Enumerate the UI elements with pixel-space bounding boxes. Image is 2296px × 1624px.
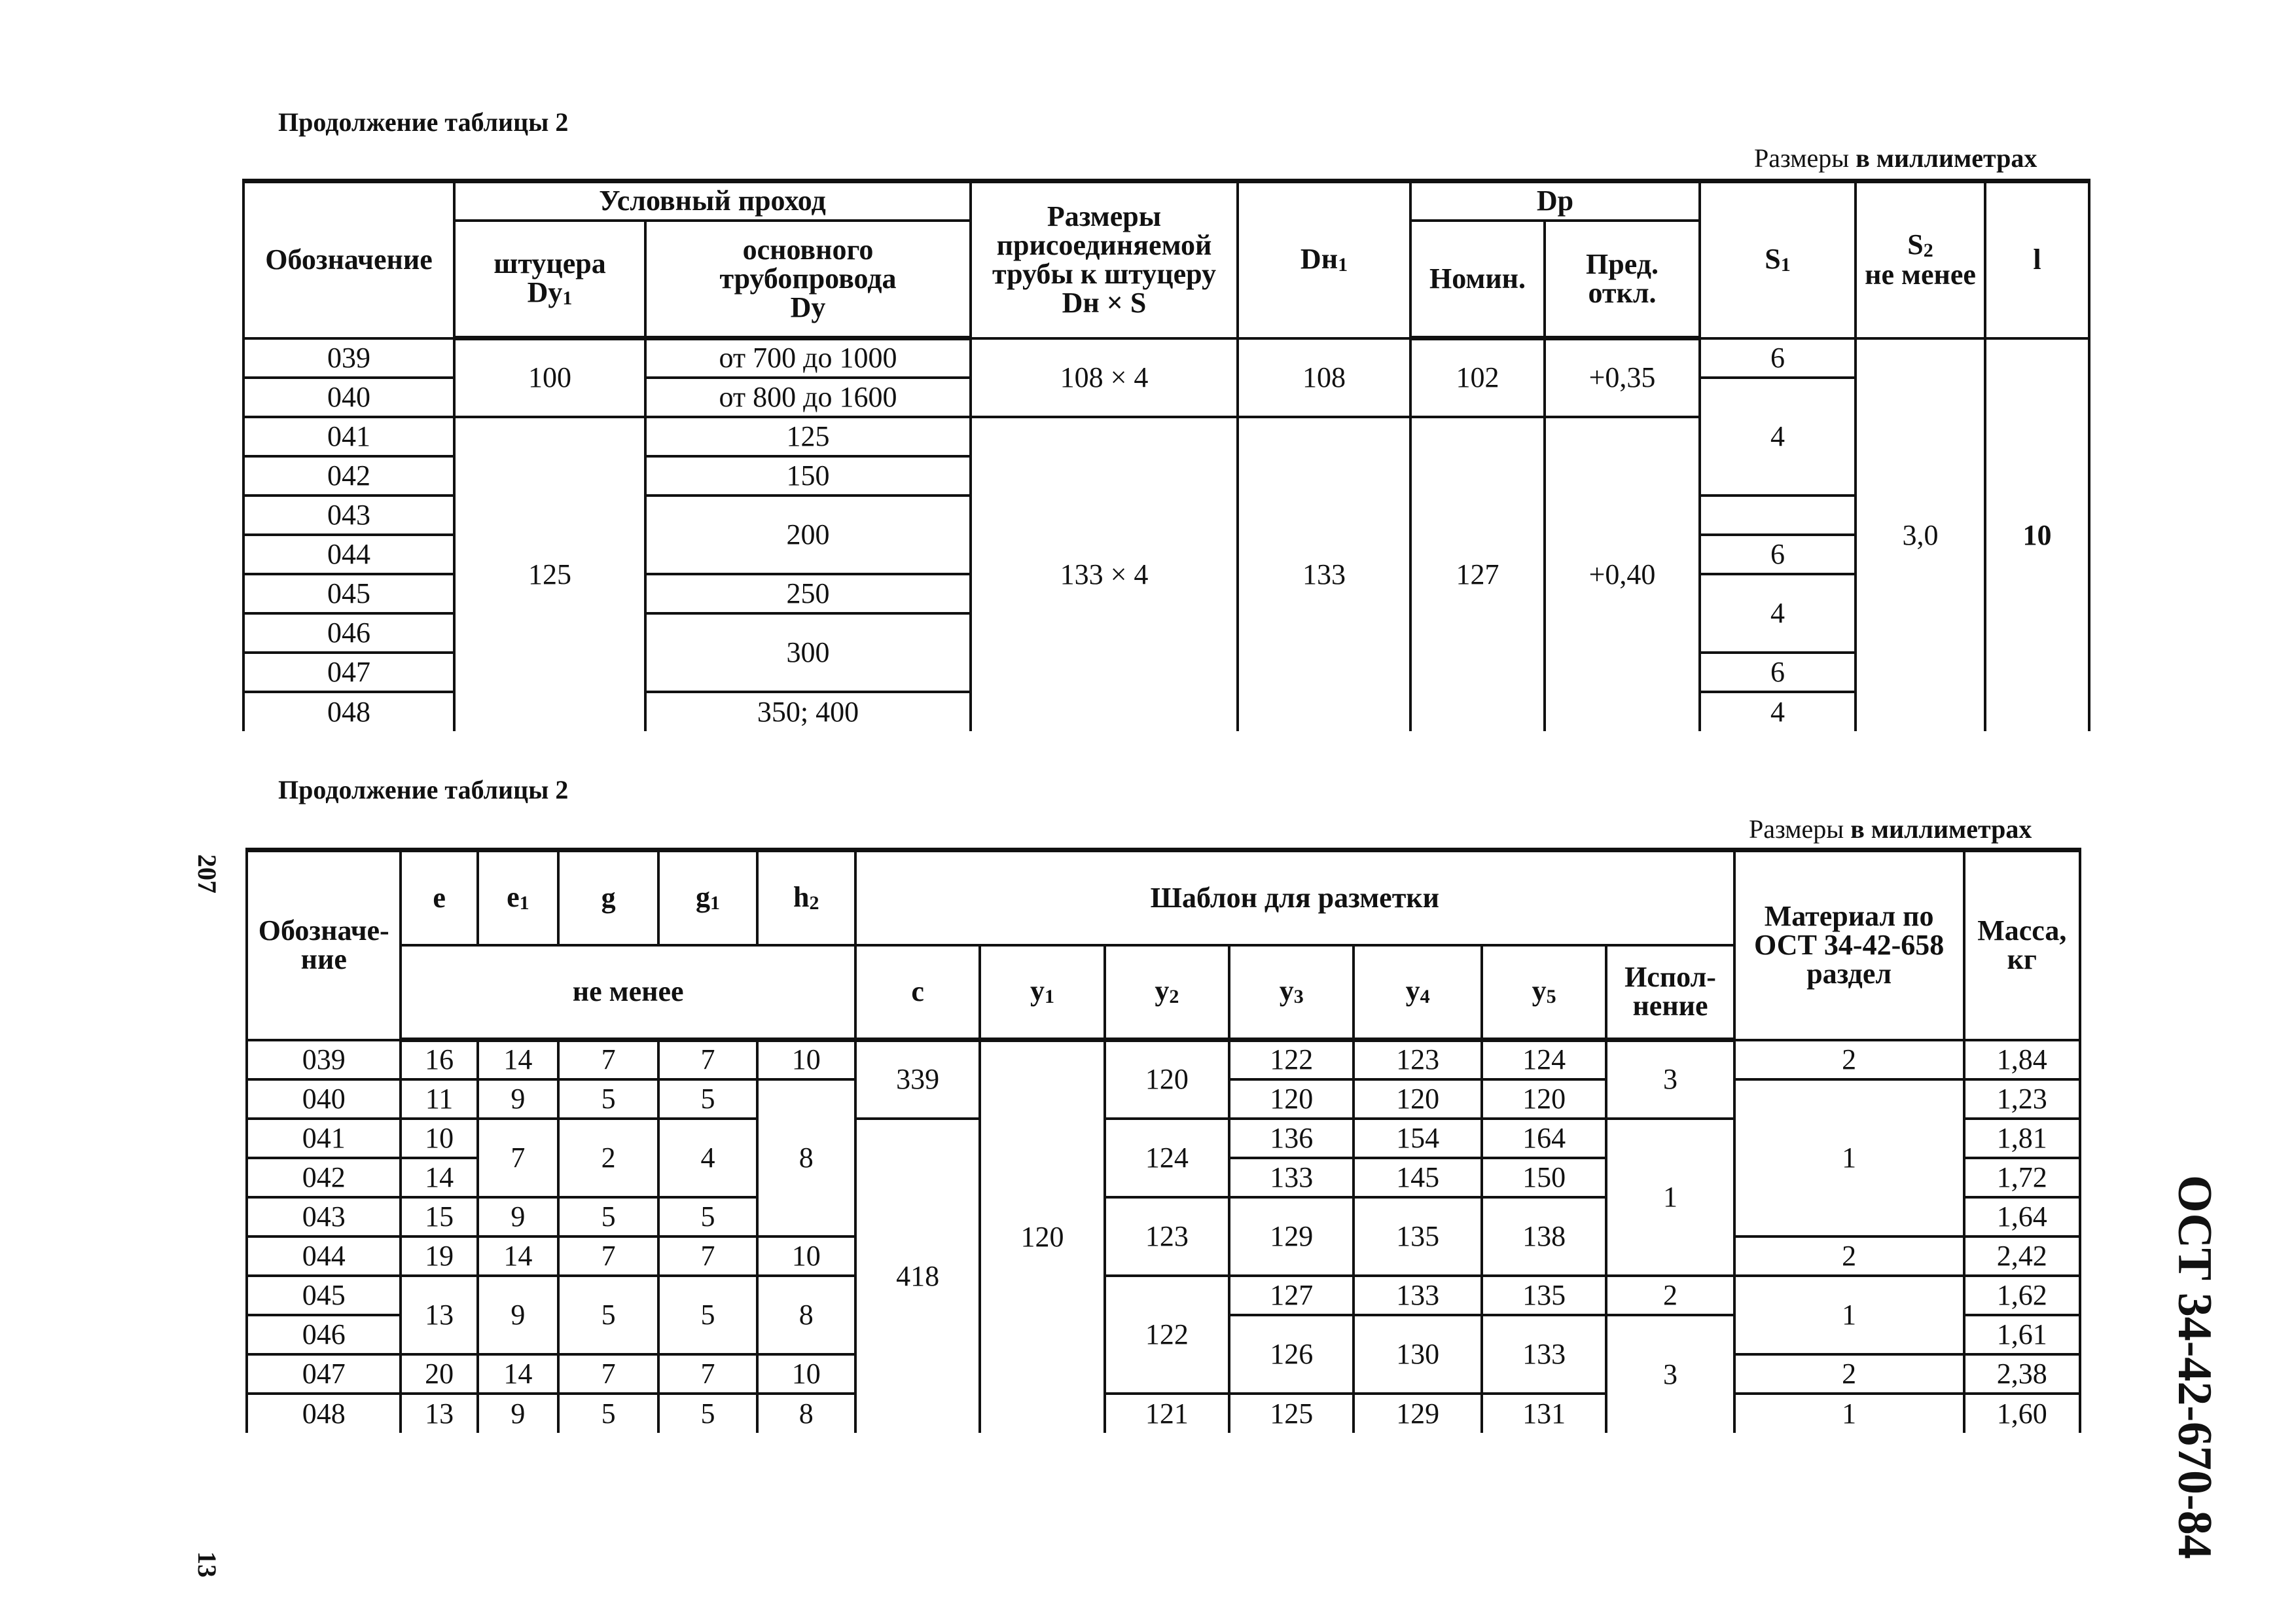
t2-h2: 8 — [757, 1394, 855, 1433]
t1-main-dy: от 700 до 1000 — [645, 338, 971, 378]
t1-dp-nom: 102 — [1410, 338, 1545, 417]
t2-version: 3 — [1606, 1040, 1734, 1119]
t1-dp-nom: 127 — [1410, 417, 1545, 731]
table1-units-note — [1754, 143, 2037, 173]
t2-mass: 1,60 — [1964, 1394, 2081, 1433]
t1-header-pipe-line2: присоединяемой — [996, 229, 1212, 262]
t1-dh1: 133 — [1238, 417, 1410, 731]
t2-mass: 1,61 — [1964, 1315, 2081, 1354]
t2-g1: 5 — [658, 1079, 757, 1119]
t2-y2: 123 — [1105, 1197, 1229, 1276]
t1-s2: 3,0 — [1856, 338, 1985, 731]
t2-header-c: c — [855, 945, 980, 1040]
t2-header-y2-text: y — [1155, 975, 1170, 1007]
t1-main-dy: 125 — [645, 417, 971, 456]
t2-y1: 120 — [980, 1040, 1104, 1433]
t2-header-e: e — [401, 850, 477, 945]
t1-designation: 048 — [243, 692, 454, 731]
t2-y2: 121 — [1105, 1394, 1229, 1433]
t2-header-template: Шаблон для разметки — [855, 850, 1734, 945]
t1-header-dp-dev — [1545, 221, 1700, 338]
t2-e: 15 — [401, 1197, 477, 1236]
t1-s1-blank — [1700, 496, 1856, 535]
table1-units-prefix: Размеры — [1754, 143, 1850, 173]
t2-e1: 14 — [478, 1354, 558, 1394]
t2-y4: 130 — [1354, 1315, 1481, 1394]
t1-header-main-dy — [645, 221, 971, 338]
table2-units-prefix: Размеры — [1749, 814, 1844, 844]
t2-header-material — [1734, 850, 1964, 1040]
document-code-label: ОСТ 34-42-670-84 — [2168, 1175, 2221, 1559]
t1-main-dy: 300 — [645, 613, 971, 692]
t2-y4: 120 — [1354, 1079, 1481, 1119]
t1-header-dh1-sub: 1 — [1338, 254, 1348, 276]
t2-header-version-line1: Испол- — [1624, 961, 1716, 994]
t2-header-e1-sub: 1 — [519, 892, 529, 914]
t1-header-fitting-line2: Dy — [527, 276, 563, 308]
t2-y2: 124 — [1105, 1119, 1229, 1197]
t2-e1: 7 — [478, 1119, 558, 1197]
t2-version: 3 — [1606, 1315, 1734, 1433]
t1-s1: 6 — [1700, 535, 1856, 574]
t2-h2: 10 — [757, 1354, 855, 1394]
t1-header-dp-nom: Номин. — [1410, 221, 1545, 338]
t2-e: 13 — [401, 1276, 477, 1354]
t2-mass: 1,64 — [1964, 1197, 2081, 1236]
t1-header-main-line3: Dy — [790, 291, 826, 323]
t2-header-designation — [247, 850, 401, 1040]
t2-y3: 125 — [1229, 1394, 1354, 1433]
t2-material: 1 — [1734, 1394, 1964, 1433]
t2-designation: 047 — [247, 1354, 401, 1394]
t2-designation: 041 — [247, 1119, 401, 1158]
t2-g1: 7 — [658, 1354, 757, 1394]
t2-header-version — [1606, 945, 1734, 1040]
t2-e: 14 — [401, 1158, 477, 1197]
t2-y3: 129 — [1229, 1197, 1354, 1276]
t2-header-material-line1: Материал по — [1764, 900, 1934, 933]
t2-material: 2 — [1734, 1354, 1964, 1394]
t2-header-g: g — [558, 850, 658, 945]
table2-units-note — [1749, 814, 2032, 844]
t2-mass: 2,42 — [1964, 1236, 2081, 1276]
t1-designation: 039 — [243, 338, 454, 378]
t1-header-main-line1: основного — [742, 233, 874, 266]
page-number-bottom: 13 — [192, 1551, 222, 1578]
t1-designation: 044 — [243, 535, 454, 574]
t2-g: 5 — [558, 1276, 658, 1354]
t2-e: 19 — [401, 1236, 477, 1276]
t2-c: 339 — [855, 1040, 980, 1119]
t2-y3: 122 — [1229, 1040, 1354, 1079]
t1-header-fitting-line1: штуцера — [493, 247, 606, 280]
t2-e: 20 — [401, 1354, 477, 1394]
t2-header-e1-text: e — [507, 880, 520, 913]
t1-header-s2-text: S — [1907, 228, 1924, 261]
t1-main-dy: 350; 400 — [645, 692, 971, 731]
t2-header-y3 — [1229, 945, 1354, 1040]
t1-main-dy: 200 — [645, 496, 971, 574]
t2-g: 7 — [558, 1354, 658, 1394]
t2-y5: 131 — [1482, 1394, 1606, 1433]
t1-header-s1 — [1700, 181, 1856, 338]
t2-g: 7 — [558, 1040, 658, 1079]
t2-e1: 9 — [478, 1197, 558, 1236]
t2-g1: 5 — [658, 1394, 757, 1433]
t2-y5: 120 — [1482, 1079, 1606, 1119]
t2-mass: 1,81 — [1964, 1119, 2081, 1158]
t1-header-pipe-line1: Размеры — [1047, 200, 1162, 233]
t2-designation: 046 — [247, 1315, 401, 1354]
t2-e: 10 — [401, 1119, 477, 1158]
t2-version: 1 — [1606, 1119, 1734, 1276]
t1-dp-dev: +0,40 — [1545, 417, 1700, 731]
table2-units-bold: в миллиметрах — [1850, 814, 2032, 844]
t2-g: 5 — [558, 1197, 658, 1236]
t2-header-mass-line2: кг — [2007, 943, 2037, 976]
t1-designation: 042 — [243, 456, 454, 496]
t1-header-l: l — [1985, 181, 2089, 338]
t2-header-y5 — [1482, 945, 1606, 1040]
t1-header-s2-note: не менее — [1865, 259, 1976, 291]
t2-e1: 14 — [478, 1236, 558, 1276]
t1-designation: 046 — [243, 613, 454, 653]
t2-e1: 9 — [478, 1276, 558, 1354]
t2-material: 2 — [1734, 1236, 1964, 1276]
t2-header-designation-line2: ние — [300, 943, 347, 976]
t1-dh1: 108 — [1238, 338, 1410, 417]
t2-y2: 122 — [1105, 1276, 1229, 1394]
t2-header-h2-text: h — [793, 880, 810, 913]
table2 — [245, 848, 2081, 1433]
t2-y5: 124 — [1482, 1040, 1606, 1079]
t1-s1: 6 — [1700, 653, 1856, 692]
t2-e: 13 — [401, 1394, 477, 1433]
t2-g1: 4 — [658, 1119, 757, 1197]
t1-main-dy: от 800 до 1600 — [645, 378, 971, 417]
t2-designation: 045 — [247, 1276, 401, 1315]
t1-header-dp-dev-line1: Пред. — [1586, 247, 1659, 280]
table1 — [242, 179, 2090, 731]
t1-s1: 6 — [1700, 338, 1856, 378]
t2-g: 7 — [558, 1236, 658, 1276]
t1-s1: 4 — [1700, 574, 1856, 653]
t2-e1: 14 — [478, 1040, 558, 1079]
t2-g: 2 — [558, 1119, 658, 1197]
t1-s1: 4 — [1700, 378, 1856, 496]
t2-h2: 10 — [757, 1236, 855, 1276]
t2-e: 16 — [401, 1040, 477, 1079]
t2-header-y2 — [1105, 945, 1229, 1040]
t2-header-y1-text: y — [1030, 975, 1045, 1007]
t2-header-g1-sub: 1 — [709, 892, 720, 914]
t2-mass: 2,38 — [1964, 1354, 2081, 1394]
t2-header-not-less: не менее — [401, 945, 855, 1040]
t2-header-y1-sub: 1 — [1044, 986, 1054, 1008]
t2-header-y2-sub: 2 — [1169, 986, 1179, 1008]
t2-header-y3-sub: 3 — [1293, 986, 1304, 1008]
t2-y5: 164 — [1482, 1119, 1606, 1158]
t1-l: 10 — [1985, 338, 2089, 731]
t2-header-material-line2: ОСТ 34-42-658 — [1754, 929, 1945, 962]
t2-y5: 138 — [1482, 1197, 1606, 1276]
t1-fitting-dy: 100 — [454, 338, 645, 417]
t2-material: 1 — [1734, 1079, 1964, 1236]
t2-designation: 040 — [247, 1079, 401, 1119]
t2-y4: 133 — [1354, 1276, 1481, 1315]
t1-header-fitting-dy — [454, 221, 645, 338]
t2-header-y5-text: y — [1532, 975, 1547, 1007]
t2-header-y4 — [1354, 945, 1481, 1040]
t2-y5: 135 — [1482, 1276, 1606, 1315]
t2-material: 2 — [1734, 1040, 1964, 1079]
t2-h2: 10 — [757, 1040, 855, 1079]
t2-g: 5 — [558, 1394, 658, 1433]
t2-mass: 1,23 — [1964, 1079, 2081, 1119]
t2-header-mass-line1: Масса, — [1977, 914, 2067, 947]
t2-material: 1 — [1734, 1276, 1964, 1354]
t2-designation: 042 — [247, 1158, 401, 1197]
t2-y4: 145 — [1354, 1158, 1481, 1197]
t2-e1: 9 — [478, 1079, 558, 1119]
t2-designation: 044 — [247, 1236, 401, 1276]
t2-header-designation-line1: Обозначе- — [258, 914, 389, 947]
t2-y4: 135 — [1354, 1197, 1481, 1276]
t2-header-e1 — [478, 850, 558, 945]
t1-designation: 043 — [243, 496, 454, 535]
t1-header-dh1 — [1238, 181, 1410, 338]
t1-header-dp: Dp — [1410, 181, 1700, 221]
t1-header-designation: Обозначение — [243, 181, 454, 338]
t1-designation: 040 — [243, 378, 454, 417]
t2-y3: 120 — [1229, 1079, 1354, 1119]
t2-designation: 039 — [247, 1040, 401, 1079]
t1-header-pipe-size — [971, 181, 1238, 338]
t1-main-dy: 250 — [645, 574, 971, 613]
t2-y4: 129 — [1354, 1394, 1481, 1433]
t1-dp-dev: +0,35 — [1545, 338, 1700, 417]
table1-units-bold: в миллиметрах — [1856, 143, 2037, 173]
t2-header-h2 — [757, 850, 855, 945]
t2-y2: 120 — [1105, 1040, 1229, 1119]
page-number-top: 207 — [192, 854, 222, 893]
t1-header-nominal-bore: Условный проход — [454, 181, 971, 221]
t2-e: 11 — [401, 1079, 477, 1119]
t2-y5: 150 — [1482, 1158, 1606, 1197]
t2-designation: 043 — [247, 1197, 401, 1236]
t1-header-dh1-text: Dн — [1300, 243, 1338, 276]
t2-y3: 136 — [1229, 1119, 1354, 1158]
t1-header-pipe-line3: трубы к штуцеру — [992, 258, 1217, 291]
t1-pipe-size: 133 × 4 — [971, 417, 1238, 731]
t2-mass: 1,84 — [1964, 1040, 2081, 1079]
t2-g1: 7 — [658, 1040, 757, 1079]
t1-header-s1-text: S — [1765, 243, 1781, 276]
t1-header-s1-sub: 1 — [1780, 254, 1791, 276]
t1-main-dy: 150 — [645, 456, 971, 496]
t2-y3: 127 — [1229, 1276, 1354, 1315]
t2-c: 418 — [855, 1119, 980, 1433]
t2-header-g1-text: g — [695, 880, 710, 913]
t1-header-s2 — [1856, 181, 1985, 338]
t2-e1: 9 — [478, 1394, 558, 1433]
t2-y4: 123 — [1354, 1040, 1481, 1079]
t2-version: 2 — [1606, 1276, 1734, 1315]
t1-pipe-size: 108 × 4 — [971, 338, 1238, 417]
t1-header-s2-sub: 2 — [1923, 240, 1933, 262]
t2-y3: 126 — [1229, 1315, 1354, 1394]
t1-s1: 4 — [1700, 692, 1856, 731]
t2-y5: 133 — [1482, 1315, 1606, 1394]
t2-header-y4-text: y — [1405, 975, 1420, 1007]
t1-designation: 045 — [243, 574, 454, 613]
t1-header-main-line2: трубопровода — [719, 262, 897, 295]
t1-designation: 041 — [243, 417, 454, 456]
t2-y4: 154 — [1354, 1119, 1481, 1158]
t2-mass: 1,62 — [1964, 1276, 2081, 1315]
t2-header-material-line3: раздел — [1806, 958, 1892, 990]
table1-caption: Продолжение таблицы 2 — [278, 107, 569, 137]
t2-header-y1 — [980, 945, 1104, 1040]
t2-header-mass — [1964, 850, 2081, 1040]
t2-header-y5-sub: 5 — [1546, 986, 1556, 1008]
t2-header-y4-sub: 4 — [1420, 986, 1430, 1008]
t2-header-g1 — [658, 850, 757, 945]
t2-g1: 7 — [658, 1236, 757, 1276]
t2-header-h2-sub: 2 — [809, 892, 819, 914]
t1-header-pipe-line4: Dн × S — [1062, 287, 1147, 319]
t2-header-y3-text: y — [1279, 975, 1294, 1007]
t2-mass: 1,72 — [1964, 1158, 2081, 1197]
t1-header-fitting-sub: 1 — [562, 287, 573, 309]
t2-header-version-line2: нение — [1632, 990, 1708, 1022]
t2-g1: 5 — [658, 1276, 757, 1354]
table2-caption: Продолжение таблицы 2 — [278, 775, 569, 804]
t2-h2: 8 — [757, 1276, 855, 1354]
t1-header-dp-dev-line2: откл. — [1588, 276, 1657, 309]
t2-g: 5 — [558, 1079, 658, 1119]
t2-g1: 5 — [658, 1197, 757, 1236]
t2-h2: 8 — [757, 1079, 855, 1236]
t1-fitting-dy: 125 — [454, 417, 645, 731]
t2-designation: 048 — [247, 1394, 401, 1433]
t1-designation: 047 — [243, 653, 454, 692]
t2-y3: 133 — [1229, 1158, 1354, 1197]
